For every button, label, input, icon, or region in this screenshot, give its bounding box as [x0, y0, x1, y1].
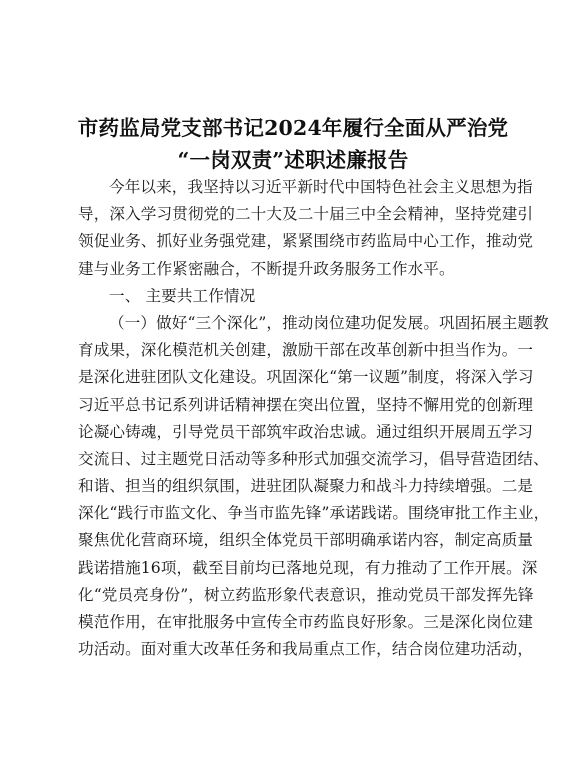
paragraph-line: 功活动。面对重大改革任务和我局重点工作，结合岗位建功活动，: [78, 640, 534, 659]
report-body: [78, 174, 550, 663]
paragraph-line: 导，深入学习贯彻党的二十大及二十届三中全会精神，坚持党建引: [78, 205, 534, 224]
report-title-line-1: 市药监局党支部书记2024年履行全面从严治党: [77, 116, 509, 140]
paragraph-line: 深化“践行市监文化、争当市监先锋”承诺践诺。围绕审批工作主业，: [78, 504, 550, 523]
paragraph-line: 是深化进驻团队文化建设。巩固深化“第一议题”制度，将深入学习: [78, 368, 534, 387]
paragraph-line: 领促业务、抓好业务强党建，紧紧围绕市药监局中心工作，推动党: [78, 232, 534, 251]
paragraph-line: 化“党员亮身份”，树立药监形象代表意识，推动党员干部发挥先锋: [78, 585, 534, 604]
section-heading: 一、 主要共工作情况: [109, 286, 256, 305]
paragraph-line: 论凝心铸魂，引导党员干部筑牢政治忠诚。通过组织开展周五学习: [78, 422, 534, 441]
paragraph-line: 今年以来，我坚持以习近平新时代中国特色社会主义思想为指: [109, 178, 533, 196]
paragraph-line: 模范作用，在审批服务中宣传全市药监良好形象。三是深化岗位建: [78, 613, 534, 631]
paragraph-line: 交流日、过主题党日活动等多种形式加强交流学习，倡导营造团结、: [78, 449, 549, 468]
paragraph-line: （一）做好“三个深化”，推动岗位建功促发展。巩固拓展主题教: [109, 313, 549, 332]
paragraph-line: 建与业务工作紧密融合，不断提升政务服务工作水平。: [78, 259, 455, 278]
paragraph-line: 和谐、担当的组织氛围，进驻团队凝聚力和战斗力持续增强。二是: [78, 477, 534, 496]
report-title-line-2: “一岗双责”述职述廉报告: [177, 148, 409, 172]
paragraph-line: 聚焦优化营商环境，组织全体党员干部明确承诺内容，制定高质量: [78, 531, 534, 550]
paragraph-line: 践诺措施16项，截至目前均已落地兑现，有力推动了工作开展。深: [78, 558, 538, 577]
paragraph-line: 育成果，深化模范机关创建，激励干部在改革创新中担当作为。一: [78, 341, 534, 360]
paragraph-line: 习近平总书记系列讲话精神摆在突出位置，坚持不懈用党的创新理: [78, 395, 534, 414]
